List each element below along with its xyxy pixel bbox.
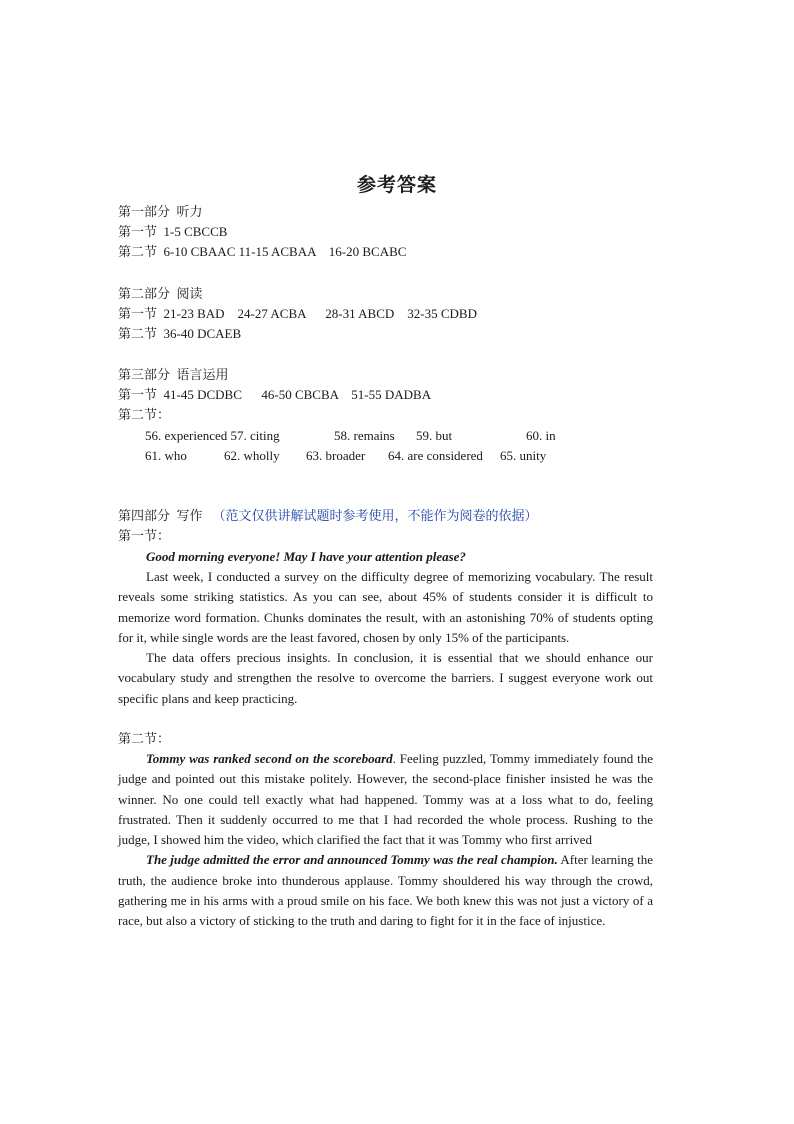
part2-section2-answers: 第二节 36-40 DCAEB — [118, 326, 242, 341]
part2-heading: 第二部分 阅读 — [118, 286, 203, 301]
part4-section2-label: 第二节： — [118, 731, 171, 746]
essay-paragraph-1: Last week, I conducted a survey on the difficulty degree of memorizing vocabulary. The result reveals some striking statistics. As you can see, about 45% of students consider it is difficult to memorize word formation. Chunks dominates the result, with an astonishing 70% of students opting for it, while single words are the least favored, chosen by only 15% of the participants. — [118, 569, 653, 645]
part4-note: （范文仅供讲解试题时参考使用，不能作为阅卷的依据） — [212, 508, 538, 523]
essay-greeting: Good morning everyone! May I have your attention please? — [146, 549, 466, 564]
story-paragraph-1-lead: Tommy was ranked second on the scoreboard — [146, 751, 393, 766]
essay-paragraph-2: The data offers precious insights. In conclusion, it is essential that we should enhance our vocabulary study and strengthen the resolve to overcome the barriers. I suggest everyone work out specific plans and keep practicing. — [118, 650, 653, 706]
answer-59: 59. but — [416, 428, 453, 443]
answer-56-57: 56. experienced 57. citing — [145, 428, 280, 443]
story-paragraph-1 — [118, 749, 653, 850]
essay-body — [118, 567, 653, 709]
part3-section2-label: 第二节： — [118, 407, 171, 422]
part1-section1-answers: 第一节 1-5 CBCCB — [118, 224, 228, 239]
story-body — [118, 749, 653, 932]
part4-heading: 第四部分 写作 — [118, 508, 203, 523]
part1-heading: 第一部分 听力 — [118, 204, 203, 219]
page-title: 参考答案 — [356, 175, 437, 196]
answer-63: 63. broader — [306, 448, 366, 463]
answer-62: 62. wholly — [224, 448, 280, 463]
story-paragraph-2 — [118, 850, 653, 931]
story-paragraph-1-text: . Feeling puzzled, Tommy immediately found the judge and pointed out this mistake politely. However, the second-place finisher insisted he was the winner. No one could tell exactly what had happened. Tommy was at a loss what to do, feeling frustrated. Then it suddenly occurred to me that I had recorded the whole process. Rushing to the judge, I showed him the video, which clarified the fact that it was Tommy who first arrived — [118, 751, 653, 848]
part2-section1-answers: 第一节 21-23 BAD 24-27 ACBA 28-31 ABCD 32-35 CDBD — [118, 306, 477, 321]
part4-section1-label: 第一节： — [118, 528, 171, 543]
part3-section1-answers: 第一节 41-45 DCDBC 46-50 CBCBA 51-55 DADBA — [118, 387, 432, 402]
answer-60: 60. in — [526, 428, 556, 443]
answer-65: 65. unity — [500, 448, 547, 463]
part4-heading-line — [118, 506, 538, 526]
story-paragraph-2-lead: The judge admitted the error and announced Tommy was the real champion. — [146, 852, 558, 868]
part1-section2-answers: 第二节 6-10 CBAAC 11-15 ACBAA 16-20 BCABC — [118, 244, 407, 259]
part3-heading: 第三部分 语言运用 — [118, 367, 229, 382]
answer-61: 61. who — [145, 448, 187, 463]
answer-58: 58. remains — [334, 428, 395, 443]
story-paragraph-2-text: After learning the truth, the audience broke into thunderous applause. Tommy shouldered his way through the crowd, gathering me in his arms with a proud smile on his face. We both knew this was not just a victory of a race, but also a victory of sticking to the truth and daring to fight for it in the face of injustice. — [118, 852, 654, 929]
answer-64: 64. are considered — [388, 448, 483, 463]
